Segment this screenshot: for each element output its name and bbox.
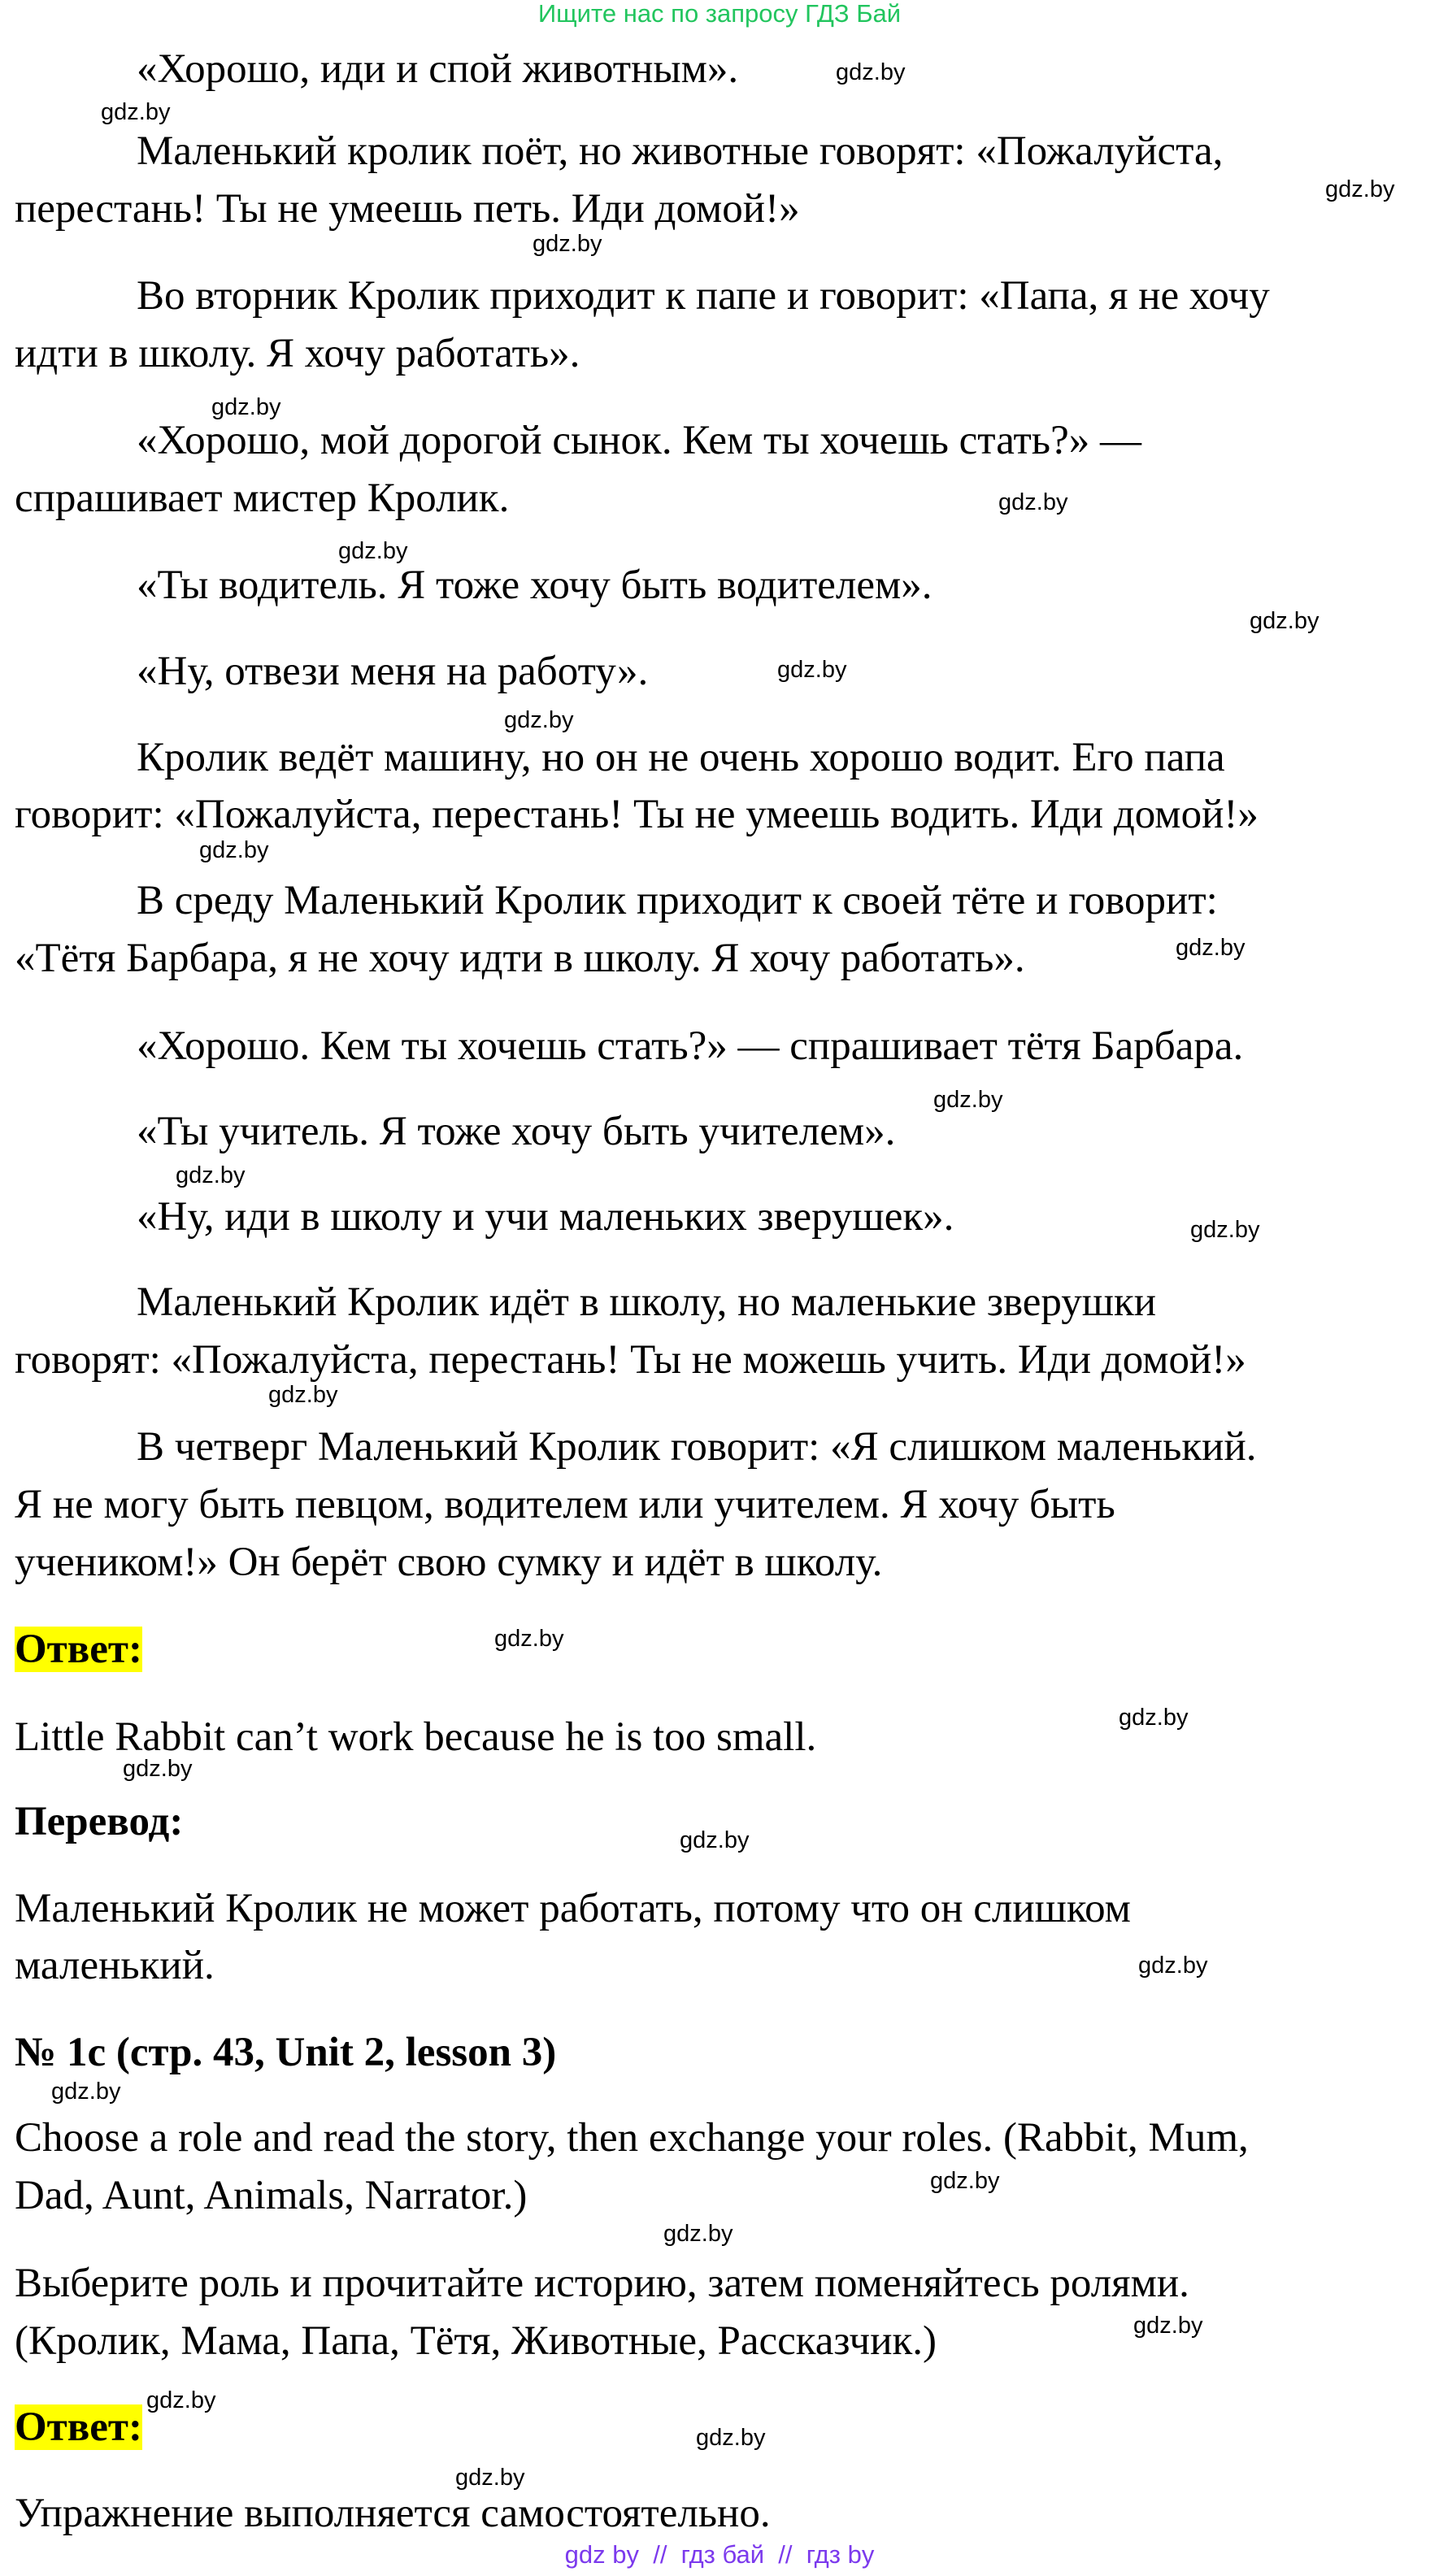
story-paragraph: «Ну, иди в школу и учи маленьких зверушек». bbox=[137, 1194, 954, 1240]
watermark: gdz.by bbox=[176, 1162, 246, 1188]
watermark: gdz.by bbox=[199, 837, 269, 863]
translation-text: Маленький Кролик не может работать, потому что он слишком bbox=[15, 1886, 1131, 1931]
watermark: gdz.by bbox=[930, 2168, 1000, 2194]
watermark: gdz.by bbox=[933, 1087, 1003, 1113]
story-paragraph-line: идти в школу. Я хочу работать». bbox=[15, 331, 580, 376]
story-paragraph: «Хорошо. Кем ты хочешь стать?» — спрашивает тётя Барбара. bbox=[137, 1023, 1244, 1069]
story-paragraph-line: «Тётя Барбара, я не хочу идти в школу. Я хочу работать». bbox=[15, 936, 1025, 981]
answer-text: Упражнение выполняется самостоятельно. bbox=[15, 2491, 771, 2536]
watermark: gdz.by bbox=[836, 59, 906, 85]
story-paragraph: «Хорошо, мой дорогой сынок. Кем ты хочешь стать?» — bbox=[137, 418, 1141, 463]
story-paragraph: «Хорошо, иди и спой животным». bbox=[137, 46, 739, 92]
exercise-task-line: Dad, Aunt, Animals, Narrator.) bbox=[15, 2173, 528, 2218]
watermark: gdz.by bbox=[1250, 608, 1319, 634]
story-paragraph-line: учеником!» Он берёт свою сумку и идёт в школу. bbox=[15, 1540, 883, 1585]
story-paragraph-line: Я не могу быть певцом, водителем или учителем. Я хочу быть bbox=[15, 1482, 1115, 1527]
story-paragraph: В среду Маленький Кролик приходит к своей тёте и говорит: bbox=[137, 878, 1218, 923]
story-paragraph: Кролик ведёт машину, но он не очень хорошо водит. Его папа bbox=[137, 735, 1225, 780]
answer-text: Little Rabbit can’t work because he is too small. bbox=[15, 1714, 817, 1760]
translation-text-line: маленький. bbox=[15, 1943, 215, 1988]
watermark: gdz.by bbox=[504, 707, 574, 733]
story-paragraph-line: перестань! Ты не умеешь петь. Иди домой!» bbox=[15, 186, 800, 232]
watermark: gdz.by bbox=[1190, 1217, 1260, 1243]
watermark: gdz.by bbox=[146, 2387, 216, 2413]
watermark: gdz.by bbox=[533, 231, 602, 257]
watermark: gdz.by bbox=[51, 2079, 121, 2105]
watermark: gdz.by bbox=[777, 657, 847, 683]
story-paragraph: Маленький кролик поёт, но животные говорят: «Пожалуйста, bbox=[137, 128, 1224, 174]
top-banner: Ищите нас по запросу ГДЗ Бай bbox=[537, 0, 902, 28]
exercise-heading: № 1c (стр. 43, Unit 2, lesson 3) bbox=[15, 2030, 557, 2075]
exercise-task: Choose a role and read the story, then exchange your roles. (Rabbit, Mum, bbox=[15, 2115, 1249, 2161]
story-paragraph-line: спрашивает мистер Кролик. bbox=[15, 476, 510, 521]
watermark: gdz.by bbox=[123, 1756, 193, 1782]
story-paragraph: В четверг Маленький Кролик говорит: «Я слишком маленький. bbox=[137, 1424, 1257, 1470]
story-paragraph: Во вторник Кролик приходит к папе и говорит: «Папа, я не хочу bbox=[137, 273, 1270, 319]
watermark: gdz.by bbox=[663, 2221, 733, 2247]
story-paragraph-line: говорит: «Пожалуйста, перестань! Ты не умеешь водить. Иди домой!» bbox=[15, 792, 1259, 837]
footer-links: gdz by // гдз бай // гдз by bbox=[564, 2540, 875, 2569]
watermark: gdz.by bbox=[101, 99, 171, 125]
watermark: gdz.by bbox=[494, 1626, 564, 1652]
story-paragraph: «Ну, отвези меня на работу». bbox=[137, 649, 649, 694]
story-paragraph: «Ты водитель. Я тоже хочу быть водителем». bbox=[137, 563, 933, 608]
watermark: gdz.by bbox=[1325, 176, 1395, 202]
answer-label: Ответ: bbox=[15, 2404, 142, 2450]
watermark: gdz.by bbox=[696, 2425, 766, 2451]
story-paragraph: «Ты учитель. Я тоже хочу быть учителем». bbox=[137, 1109, 896, 1154]
story-paragraph-line: говорят: «Пожалуйста, перестань! Ты не можешь учить. Иди домой!» bbox=[15, 1337, 1246, 1383]
watermark: gdz.by bbox=[1133, 2313, 1203, 2339]
watermark: gdz.by bbox=[1119, 1705, 1189, 1731]
exercise-task-ru: Выберите роль и прочитайте историю, затем поменяйтесь ролями. bbox=[15, 2261, 1189, 2306]
watermark: gdz.by bbox=[455, 2465, 525, 2491]
answer-label: Ответ: bbox=[15, 1627, 142, 1672]
translation-label: Перевод: bbox=[15, 1799, 184, 1844]
watermark: gdz.by bbox=[998, 489, 1068, 515]
watermark: gdz.by bbox=[680, 1827, 750, 1853]
story-paragraph: Маленький Кролик идёт в школу, но маленькие зверушки bbox=[137, 1279, 1157, 1325]
watermark: gdz.by bbox=[268, 1382, 338, 1408]
watermark: gdz.by bbox=[1138, 1953, 1208, 1979]
watermark: gdz.by bbox=[338, 538, 408, 564]
watermark: gdz.by bbox=[211, 394, 281, 420]
exercise-task-ru-line: (Кролик, Мама, Папа, Тётя, Животные, Рассказчик.) bbox=[15, 2318, 937, 2364]
watermark: gdz.by bbox=[1176, 935, 1246, 961]
